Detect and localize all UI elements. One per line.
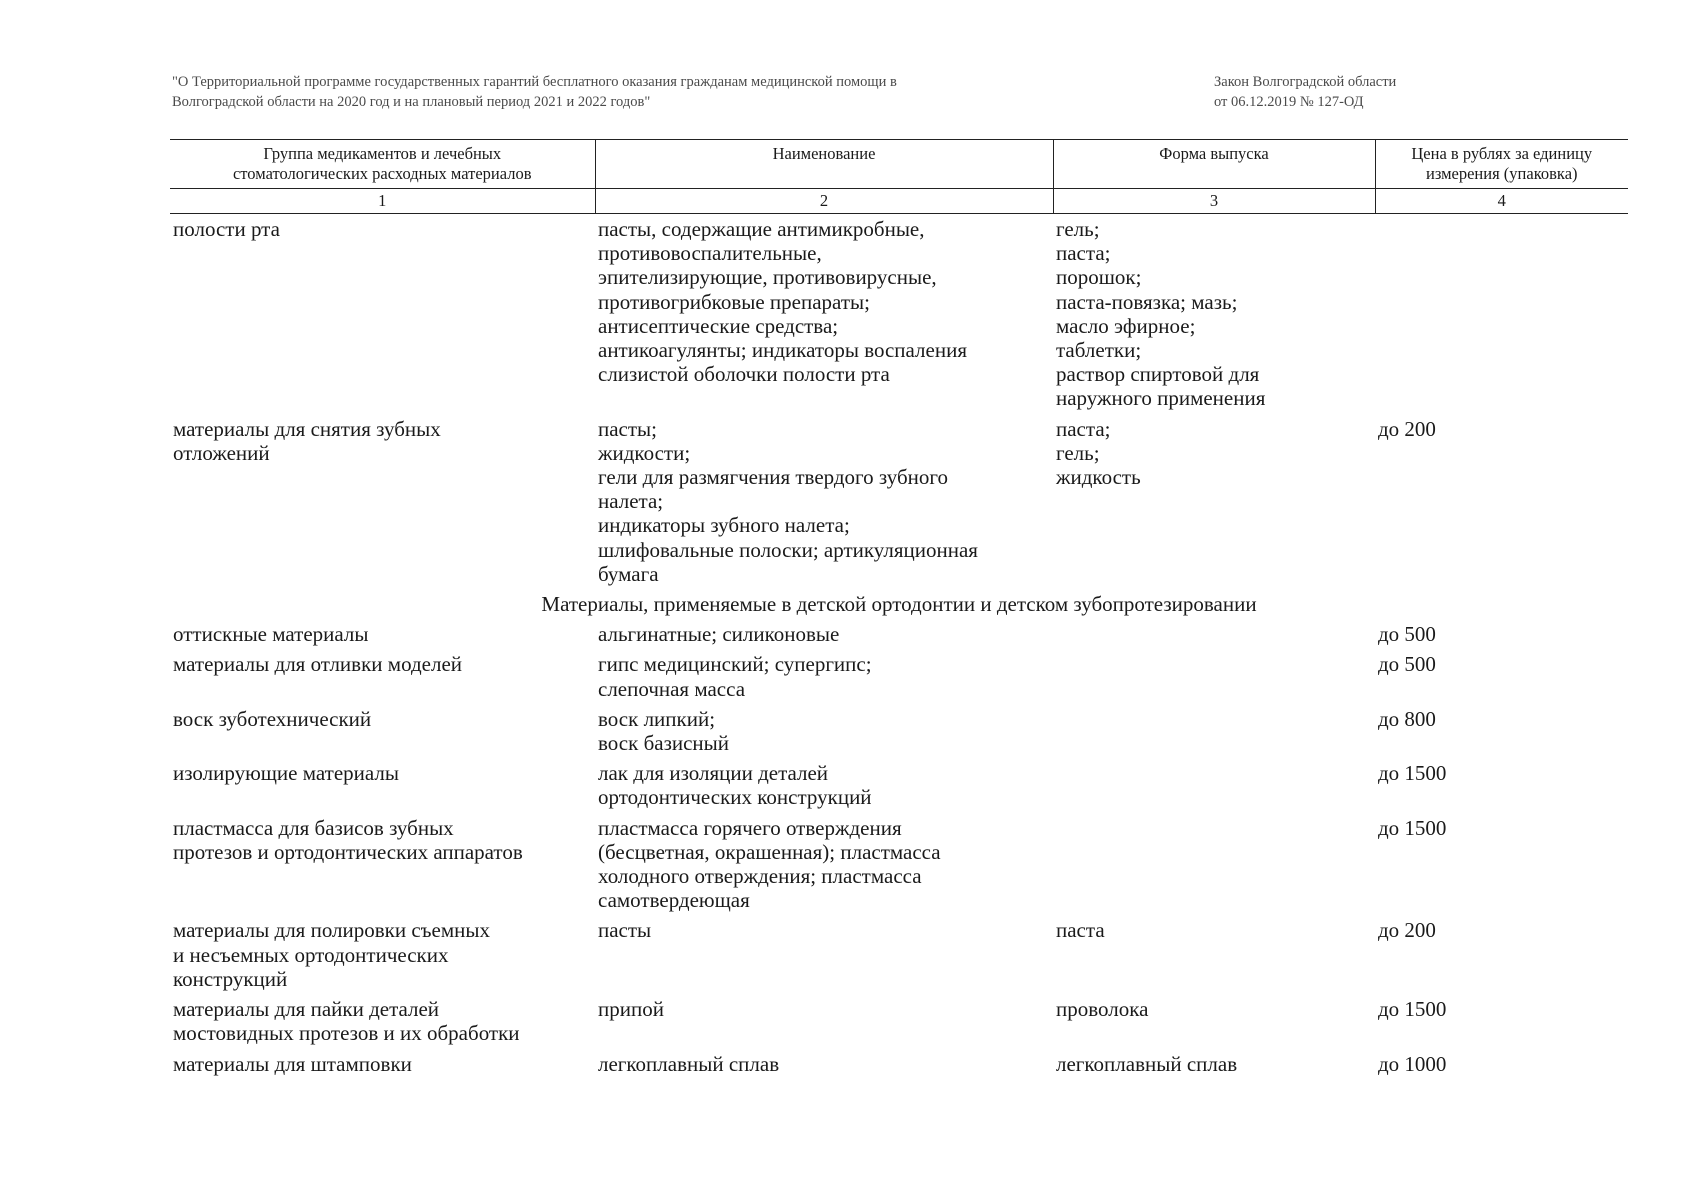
cell-material-group <box>170 652 595 706</box>
cell-text-line: (бесцветная, окрашенная); пластмасса <box>598 839 941 864</box>
column-header-name <box>595 140 1053 189</box>
cell-text-line: оттискные материалы <box>173 622 369 647</box>
cell-text-line: мостовидных протезов и их обработки <box>173 1021 520 1046</box>
table-body <box>170 214 1628 1082</box>
table-row <box>170 652 1628 706</box>
table-row <box>170 1052 1628 1082</box>
cell-text-line: паста; <box>1056 241 1111 266</box>
cell-material-group <box>170 417 595 592</box>
cell-text-line: альгинатные; силиконовые <box>598 622 840 647</box>
cell-text-line: и несъемных ортодонтических <box>173 942 449 967</box>
cell-material-group <box>170 918 595 997</box>
cell-material-name <box>595 997 1053 1051</box>
cell-text-line: паста-повязка; мазь; <box>1056 289 1238 314</box>
cell-release-form <box>1053 214 1375 417</box>
cell-text-line: гель; <box>1056 217 1100 241</box>
cell-text-line: паста; <box>1056 416 1111 441</box>
cell-text-line: до 500 <box>1378 652 1436 677</box>
cell-text-line: антикоагулянты; индикаторы воспаления <box>598 338 967 363</box>
cell-release-form <box>1053 417 1375 592</box>
cell-text-line: до 1000 <box>1378 1051 1447 1076</box>
table-row <box>170 417 1628 592</box>
header-law-reference <box>1214 72 1474 112</box>
cell-text-line: слепочная масса <box>598 676 746 701</box>
cell-text-line: слизистой оболочки полости рта <box>598 362 890 387</box>
cell-text-line: материалы для отливки моделей <box>173 652 463 677</box>
column-header-group <box>170 140 595 189</box>
cell-release-form <box>1053 652 1375 706</box>
column-header-price <box>1375 140 1628 189</box>
cell-material-name <box>595 816 1053 919</box>
table-row <box>170 997 1628 1051</box>
cell-text-line: противовоспалительные, <box>598 241 822 266</box>
column-header-line: измерения (упаковка) <box>1425 164 1578 183</box>
column-header-line: Форма выпуска <box>1159 144 1269 163</box>
cell-price <box>1375 417 1628 592</box>
cell-price <box>1375 1052 1628 1082</box>
cell-text-line: до 1500 <box>1378 997 1447 1022</box>
cell-release-form <box>1053 1052 1375 1082</box>
cell-text-line: воск базисный <box>598 731 730 756</box>
column-header-line: стоматологических расходных материалов <box>232 164 532 183</box>
cell-release-form <box>1053 816 1375 919</box>
cell-text-line: до 500 <box>1378 622 1436 647</box>
cell-text-line: отложений <box>173 440 270 465</box>
cell-text-line: бумага <box>598 561 659 586</box>
cell-release-form <box>1053 918 1375 997</box>
column-header-form <box>1053 140 1375 189</box>
cell-release-form <box>1053 707 1375 761</box>
cell-material-name <box>595 707 1053 761</box>
materials-table <box>170 139 1628 1082</box>
cell-material-name <box>595 214 1053 417</box>
cell-release-form <box>1053 761 1375 815</box>
cell-text-line: конструкций <box>173 966 288 991</box>
cell-text-line: полости рта <box>173 217 280 241</box>
cell-text-line: налета; <box>598 489 664 514</box>
cell-material-name <box>595 622 1053 652</box>
cell-text-line: шлифовальные полоски; артикуляционная <box>598 537 978 562</box>
cell-text-line: противогрибковые препараты; <box>598 289 870 314</box>
cell-material-group <box>170 761 595 815</box>
cell-text-line: таблетки; <box>1056 338 1142 363</box>
cell-text-line: проволока <box>1056 997 1149 1022</box>
cell-text-line: пластмасса горячего отверждения <box>598 815 902 840</box>
cell-price <box>1375 761 1628 815</box>
cell-material-group <box>170 622 595 652</box>
column-number: 4 <box>1375 189 1628 214</box>
cell-text-line: материалы для полировки съемных <box>173 918 490 943</box>
cell-text-line: порошок; <box>1056 265 1142 290</box>
cell-text-line: материалы для штамповки <box>173 1051 412 1076</box>
table-header-titles <box>170 140 1628 189</box>
cell-text-line: самотвердеющая <box>598 888 750 913</box>
cell-text-line: воск зуботехнический <box>173 706 372 731</box>
column-header-line: Группа медикаментов и лечебных <box>263 144 502 163</box>
cell-text-line: индикаторы зубного налета; <box>598 513 850 538</box>
cell-material-group <box>170 707 595 761</box>
cell-text-line: припой <box>598 997 664 1022</box>
cell-material-group <box>170 816 595 919</box>
table-row <box>170 761 1628 815</box>
cell-text-line: лак для изоляции деталей <box>598 761 829 786</box>
cell-price <box>1375 214 1628 417</box>
column-number: 2 <box>595 189 1053 214</box>
cell-text-line: воск липкий; <box>598 706 716 731</box>
header-law-reference-line: Закон Волгоградской области <box>1214 74 1397 90</box>
cell-text-line: до 1500 <box>1378 761 1447 786</box>
table-header <box>170 140 1628 214</box>
cell-text-line: пасты <box>598 918 652 943</box>
table-header-numbers <box>170 189 1628 214</box>
cell-text-line: до 200 <box>1378 918 1436 943</box>
cell-text-line: наружного применения <box>1056 386 1266 411</box>
cell-material-group <box>170 997 595 1051</box>
cell-text-line: изолирующие материалы <box>173 761 399 786</box>
column-header-line: Цена в рублях за единицу <box>1411 144 1593 163</box>
table-row <box>170 214 1628 417</box>
column-header-line: Наименование <box>772 144 876 163</box>
cell-material-name <box>595 417 1053 592</box>
cell-text-line: раствор спиртовой для <box>1056 362 1260 387</box>
cell-text-line: пасты, содержащие антимикробные, <box>598 217 925 241</box>
table-row <box>170 707 1628 761</box>
column-number: 1 <box>170 189 595 214</box>
cell-text-line: легкоплавный сплав <box>1056 1051 1238 1076</box>
table-section-heading-row <box>170 592 1628 622</box>
cell-price <box>1375 997 1628 1051</box>
cell-text-line: гипс медицинский; супергипс; <box>598 652 872 677</box>
cell-text-line: пластмасса для базисов зубных <box>173 815 454 840</box>
cell-text-line: легкоплавный сплав <box>598 1051 780 1076</box>
section-heading: Материалы, применяемые в детской ортодонтии и детском зубопротезировании <box>541 592 1257 617</box>
cell-release-form <box>1053 997 1375 1051</box>
cell-text-line: материалы для снятия зубных <box>173 416 441 441</box>
cell-price <box>1375 707 1628 761</box>
header-law-reference-line: от 06.12.2019 № 127-ОД <box>1214 94 1364 110</box>
cell-material-name <box>595 918 1053 997</box>
cell-release-form <box>1053 622 1375 652</box>
cell-material-name <box>595 652 1053 706</box>
cell-text-line: масло эфирное; <box>1056 313 1196 338</box>
cell-text-line: жидкость <box>1056 465 1141 490</box>
cell-text-line: эпителизирующие, противовирусные, <box>598 265 937 290</box>
cell-text-line: жидкости; <box>598 440 691 465</box>
cell-material-name <box>595 1052 1053 1082</box>
cell-text-line: ортодонтических конструкций <box>598 785 872 810</box>
table-row <box>170 918 1628 997</box>
cell-text-line: до 200 <box>1378 416 1436 441</box>
cell-text-line: гель; <box>1056 440 1100 465</box>
cell-text-line: паста <box>1056 918 1105 943</box>
cell-material-name <box>595 761 1053 815</box>
cell-text-line: материалы для пайки деталей <box>173 997 440 1022</box>
table-row <box>170 622 1628 652</box>
cell-text-line: протезов и ортодонтических аппаратов <box>173 839 523 864</box>
cell-price <box>1375 622 1628 652</box>
cell-price <box>1375 918 1628 997</box>
cell-material-group <box>170 1052 595 1082</box>
cell-text-line: до 1500 <box>1378 815 1447 840</box>
cell-text-line: гели для размягчения твердого зубного <box>598 465 948 490</box>
column-number: 3 <box>1053 189 1375 214</box>
cell-material-group <box>170 214 595 417</box>
cell-price <box>1375 652 1628 706</box>
header-law-title-line: Волгоградской области на 2020 год и на плановый период 2021 и 2022 годов" <box>172 94 651 110</box>
cell-text-line: до 800 <box>1378 706 1436 731</box>
table-row <box>170 816 1628 919</box>
header-law-title <box>172 72 1052 112</box>
cell-text-line: пасты; <box>598 416 658 441</box>
header-law-title-line: "О Территориальной программе государственных гарантий бесплатного оказания гражданам медицинской помощи в <box>172 74 897 90</box>
cell-text-line: холодного отверждения; пластмасса <box>598 864 922 889</box>
cell-price <box>1375 816 1628 919</box>
cell-text-line: антисептические средства; <box>598 313 839 338</box>
